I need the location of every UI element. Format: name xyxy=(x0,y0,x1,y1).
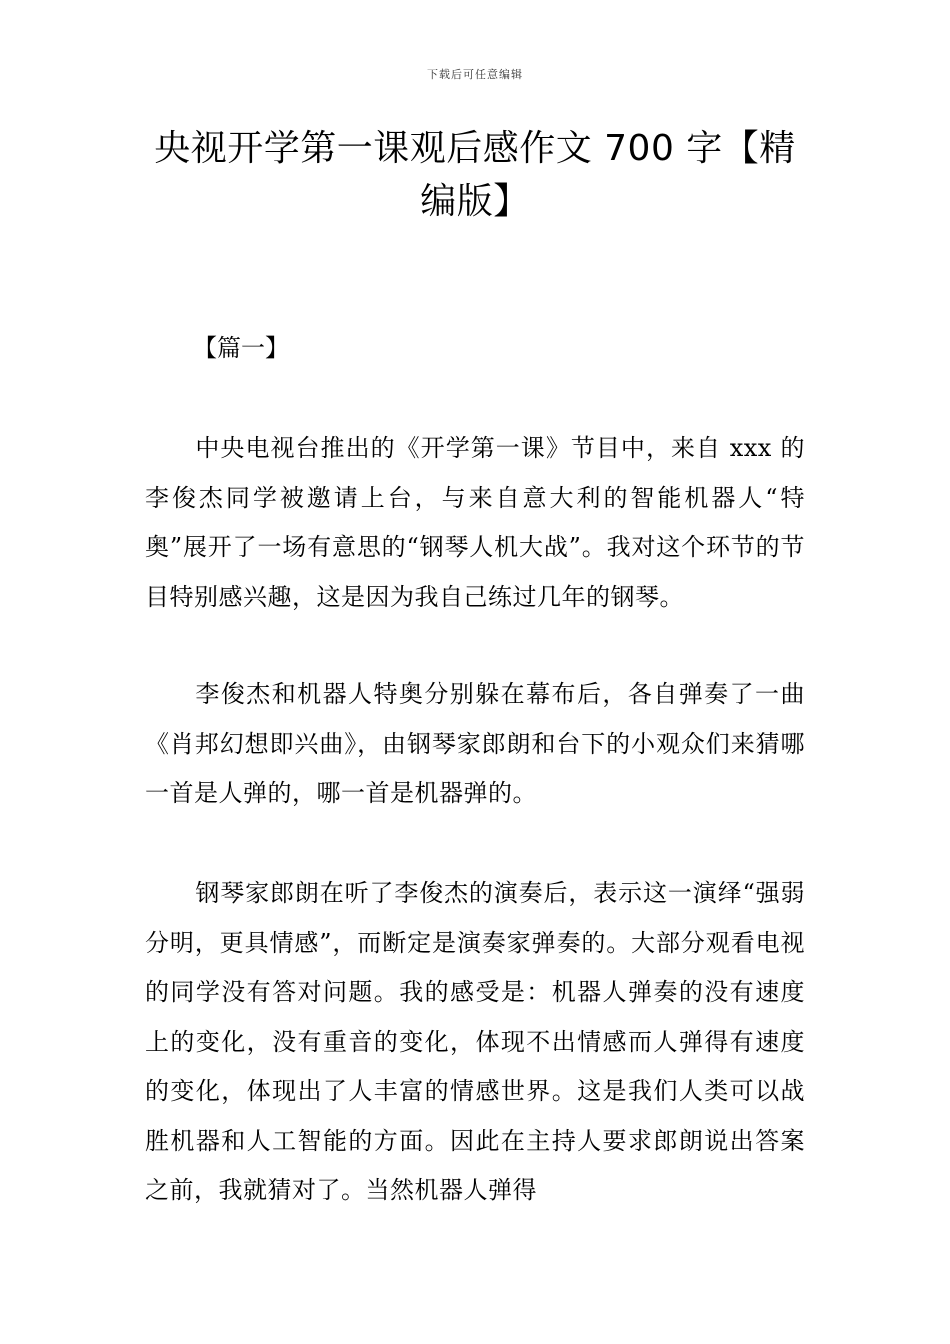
section-label: 【篇一】 xyxy=(193,334,289,362)
paragraph-text: 中央电视台推出的《开学第一课》节目中，来自 xxx 的李俊杰同学被邀请上台，与来自意大利的智能机器人“特奥”展开了一场有意思的“钢琴人机大战”。我对这个环节的节目特别感兴趣，这是因为我自己练过几年的钢琴。 xyxy=(145,434,805,611)
paragraph-2 xyxy=(145,670,805,819)
paragraph-text: 钢琴家郎朗在听了李俊杰的演奏后，表示这一演绎“强弱分明，更具情感”，而断定是演奏家弹奏的。大部分观看电视的同学没有答对问题。我的感受是：机器人弹奏的没有速度上的变化，没有重音的变化，体现不出情感而人弹得有速度的变化，体现出了人丰富的情感世界。这是我们人类可以战胜机器和人工智能的方面。因此在主持人要求郎朗说出答案之前，我就猜对了。当然机器人弹得 xyxy=(145,879,805,1204)
document-title: 央视开学第一课观后感作文 700 字【精编版】 xyxy=(154,128,796,222)
paragraph-text: 李俊杰和机器人特奥分别躲在幕布后，各自弹奏了一曲《肖邦幻想即兴曲》，由钢琴家郎朗和台下的小观众们来猜哪一首是人弹的，哪一首是机器弹的。 xyxy=(145,680,805,807)
paragraph-3 xyxy=(145,869,805,1216)
paragraph-1 xyxy=(145,424,805,622)
header-note: 下载后可任意编辑 xyxy=(427,68,523,81)
